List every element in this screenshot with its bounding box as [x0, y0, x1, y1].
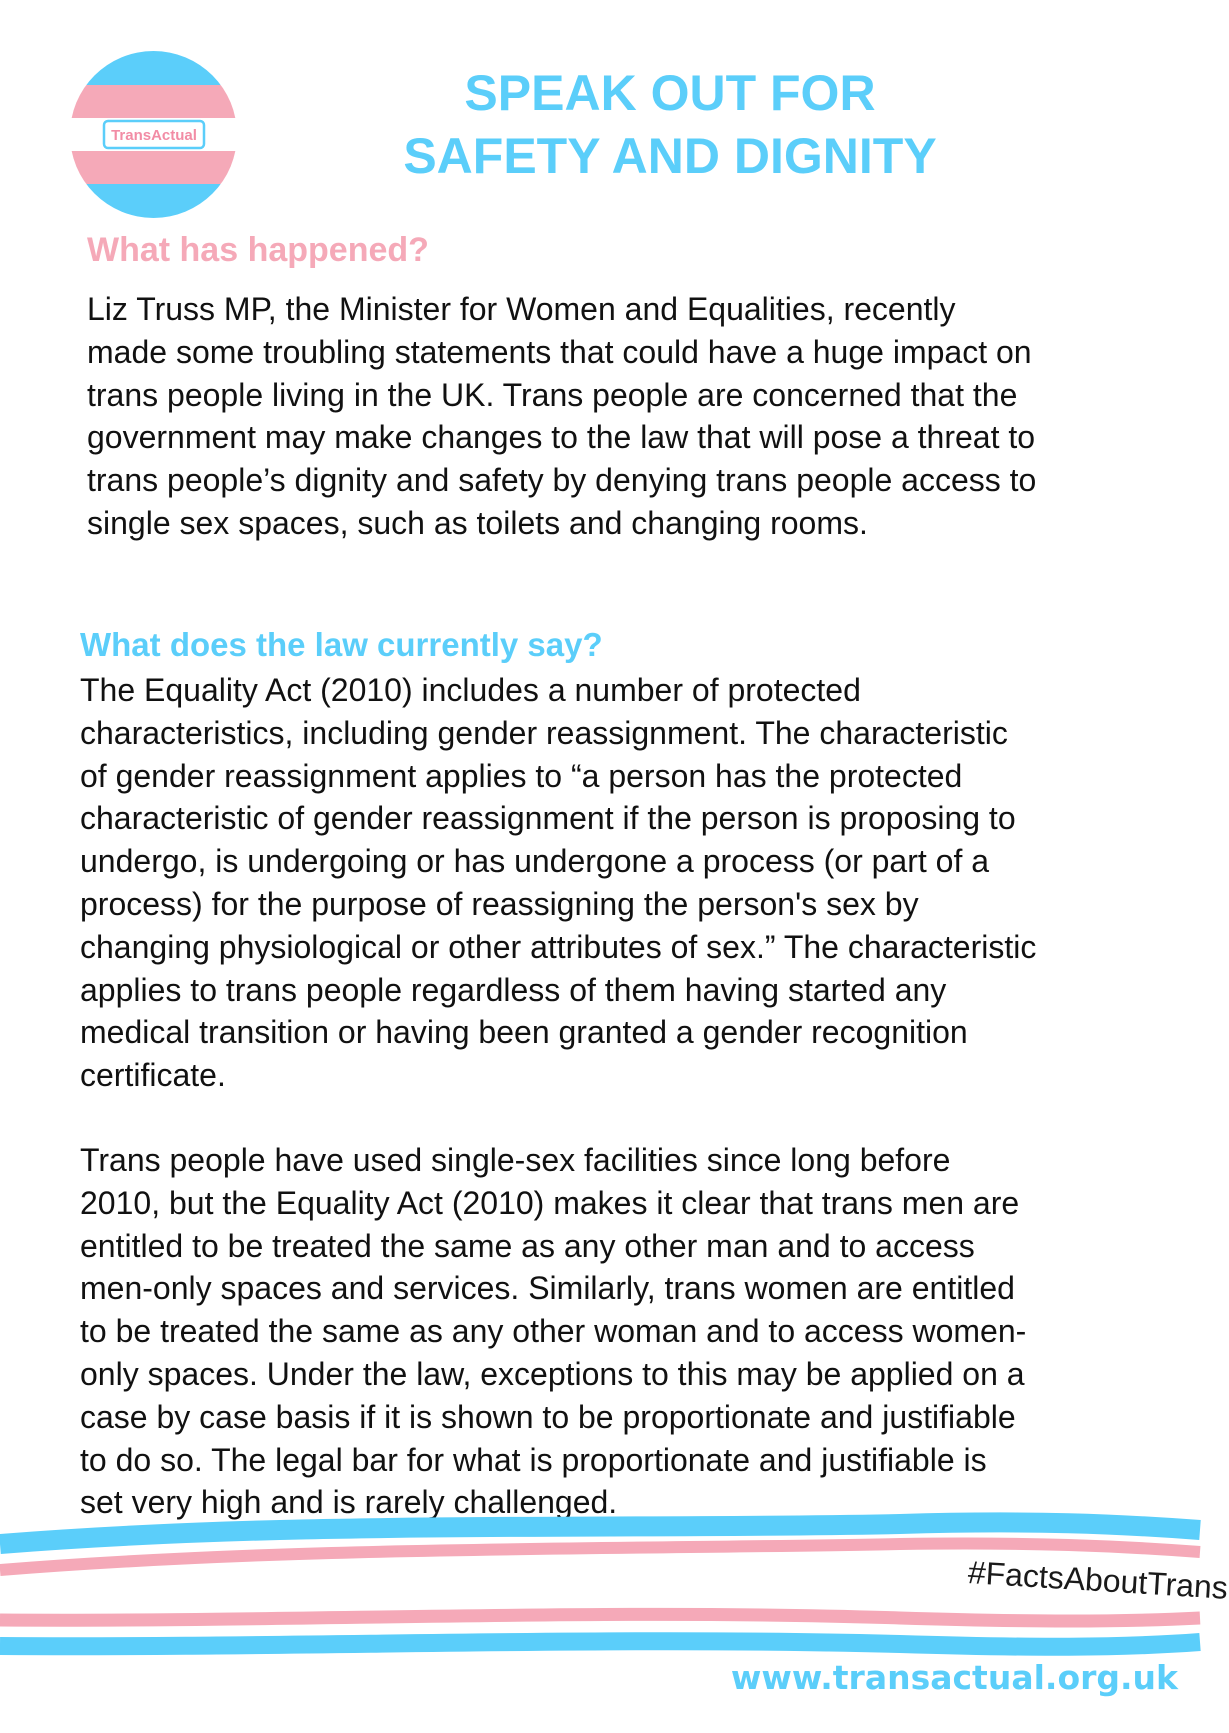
title-line-1: SPEAK OUT FOR	[464, 65, 876, 121]
what-happened-heading: What has happened?	[87, 231, 429, 269]
page-title	[330, 62, 1010, 188]
text-line: applies to trans people regardless of them having started any	[80, 971, 947, 1008]
text-line: The Equality Act (2010) includes a number of protected	[80, 672, 861, 708]
text-line: Trans people have used single-sex facilities since long before	[80, 1142, 951, 1178]
text-line: to be treated the same as any other woman and to access women-	[80, 1313, 1027, 1350]
logo-text: TransActual	[111, 127, 197, 144]
text-line: set very high and is rarely challenged.	[80, 1484, 618, 1521]
hashtag-label: #FactsAboutTrans	[966, 1554, 1229, 1606]
text-line: certificate.	[80, 1057, 226, 1094]
text-line: only spaces. Under the law, exceptions to this may be applied on a	[80, 1355, 1025, 1392]
law-heading: What does the law currently say?	[80, 626, 603, 663]
text-line: undergo, is undergoing or has undergone a process (or part of a	[80, 843, 990, 880]
text-line: to do so. The legal bar for what is proportionate and justifiable is	[80, 1441, 987, 1478]
text-line: characteristics, including gender reassignment. The characteristic	[80, 714, 1008, 751]
text-line: trans people’s dignity and safety by denying trans people access to	[87, 462, 1037, 499]
text-line: trans people living in the UK. Trans people are concerned that the	[87, 376, 1018, 413]
transactual-logo	[70, 51, 237, 218]
law-paragraph-2	[80, 1139, 1160, 1524]
text-line: Liz Truss MP, the Minister for Women and Equalities, recently	[87, 291, 956, 327]
text-line: changing physiological or other attributes of sex.” The characteristic	[80, 928, 1037, 965]
text-line: men-only spaces and services. Similarly, trans women are entitled	[80, 1270, 1015, 1307]
text-line: medical transition or having been granted a gender recognition	[80, 1014, 968, 1051]
text-line: made some troubling statements that could have a huge impact on	[87, 333, 1032, 370]
title-line-2: SAFETY AND DIGNITY	[403, 128, 937, 184]
text-line: government may make changes to the law that will pose a threat to	[87, 419, 1036, 456]
law-paragraph-1	[80, 669, 1160, 1097]
text-line: single sex spaces, such as toilets and changing rooms.	[87, 504, 868, 541]
text-line: 2010, but the Equality Act (2010) makes it clear that trans men are	[80, 1184, 1020, 1221]
text-line: characteristic of gender reassignment if the person is proposing to	[80, 800, 1016, 837]
text-line: case by case basis if it is shown to be proportionate and justifiable	[80, 1398, 1016, 1435]
what-happened-paragraph	[87, 288, 1167, 545]
website-link[interactable]: www.transactual.org.uk	[730, 1658, 1178, 1697]
text-line: process) for the purpose of reassigning the person's sex by	[80, 885, 919, 922]
text-line: of gender reassignment applies to “a person has the protected	[80, 757, 963, 794]
text-line: entitled to be treated the same as any other man and to access	[80, 1227, 975, 1264]
